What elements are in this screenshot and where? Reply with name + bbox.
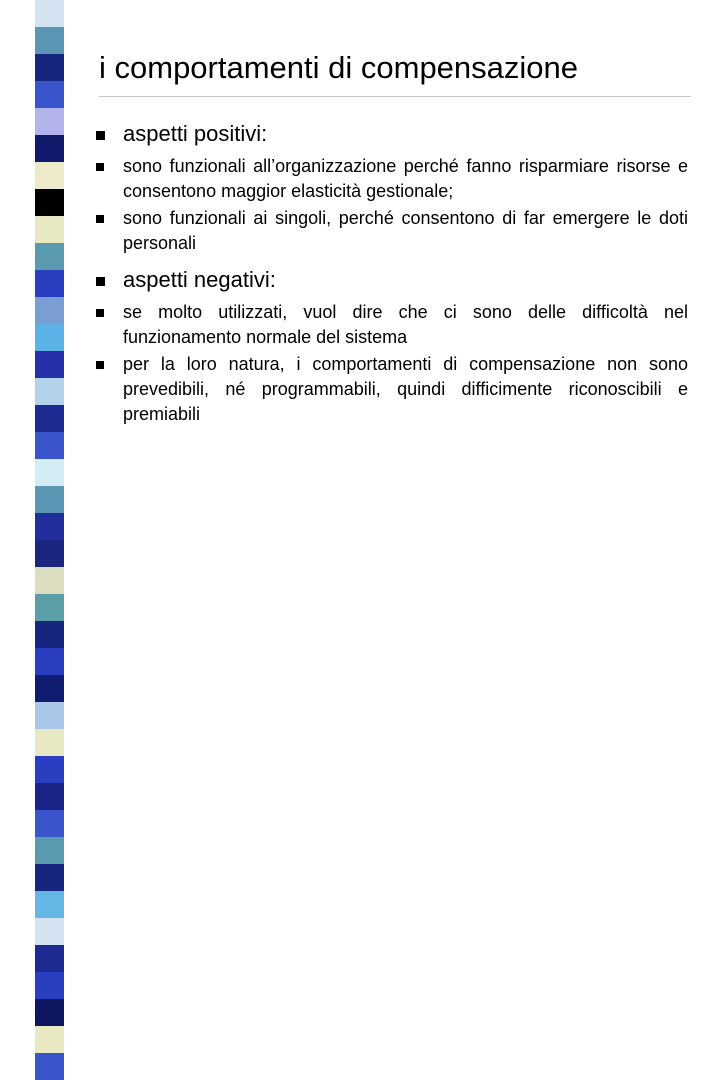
stripe-block xyxy=(35,945,64,972)
stripe-block xyxy=(35,243,64,270)
stripe-block xyxy=(35,891,64,918)
stripe-block xyxy=(35,675,64,702)
stripe-block xyxy=(35,0,64,27)
stripe-block xyxy=(35,702,64,729)
stripe-block xyxy=(35,351,64,378)
stripe-block xyxy=(35,324,64,351)
stripe-block xyxy=(35,54,64,81)
bullet-list xyxy=(96,118,688,429)
stripe-block xyxy=(35,135,64,162)
item-text: sono funzionali all’organizzazione perché fanno risparmiare risorse e consentono maggior elasticità gestionale; xyxy=(123,156,688,201)
stripe-block xyxy=(35,918,64,945)
list-item xyxy=(96,352,688,427)
stripe-block xyxy=(35,972,64,999)
square-bullet-icon xyxy=(96,215,104,223)
item-text: se molto utilizzati, vuol dire che ci sono delle difficoltà nel funzionamento normale del sistema xyxy=(123,302,688,347)
list-item-negative-heading xyxy=(96,264,688,296)
list-item xyxy=(96,154,688,204)
square-bullet-icon xyxy=(96,277,105,286)
stripe-block xyxy=(35,486,64,513)
decorative-stripe xyxy=(35,0,64,540)
item-text: sono funzionali ai singoli, perché consentono di far emergere le doti personali xyxy=(123,208,688,253)
stripe-block xyxy=(35,108,64,135)
stripe-block xyxy=(35,297,64,324)
square-bullet-icon xyxy=(96,309,104,317)
item-text: aspetti negativi: xyxy=(123,267,276,292)
stripe-block xyxy=(35,189,64,216)
stripe-block xyxy=(35,810,64,837)
stripe-block xyxy=(35,756,64,783)
stripe-block xyxy=(35,162,64,189)
stripe-block xyxy=(35,648,64,675)
square-bullet-icon xyxy=(96,131,105,140)
item-text: aspetti positivi: xyxy=(123,121,268,146)
list-item xyxy=(96,300,688,350)
stripe-block xyxy=(35,783,64,810)
stripe-block xyxy=(35,378,64,405)
stripe-block xyxy=(35,513,64,540)
stripe-block xyxy=(35,270,64,297)
stripe-block xyxy=(35,81,64,108)
square-bullet-icon xyxy=(96,361,104,369)
stripe-block xyxy=(35,216,64,243)
stripe-block xyxy=(35,837,64,864)
stripe-block xyxy=(35,594,64,621)
square-bullet-icon xyxy=(96,163,104,171)
stripe-block xyxy=(35,567,64,594)
stripe-block xyxy=(35,1053,64,1080)
slide-title: i comportamenti di compensazione xyxy=(99,50,579,85)
stripe-block xyxy=(35,864,64,891)
stripe-block xyxy=(35,459,64,486)
list-item-positive-heading xyxy=(96,118,688,150)
stripe-block xyxy=(35,1026,64,1053)
item-text: per la loro natura, i comportamenti di compensazione non sono prevedibili, né programmabili, quindi difficimente riconoscibili e premiabili xyxy=(123,354,688,424)
stripe-block xyxy=(35,999,64,1026)
stripe-block xyxy=(35,27,64,54)
title-divider xyxy=(99,96,691,97)
stripe-block xyxy=(35,432,64,459)
stripe-block xyxy=(35,621,64,648)
stripe-block xyxy=(35,405,64,432)
stripe-block xyxy=(35,540,64,567)
list-item xyxy=(96,206,688,256)
stripe-block xyxy=(35,729,64,756)
